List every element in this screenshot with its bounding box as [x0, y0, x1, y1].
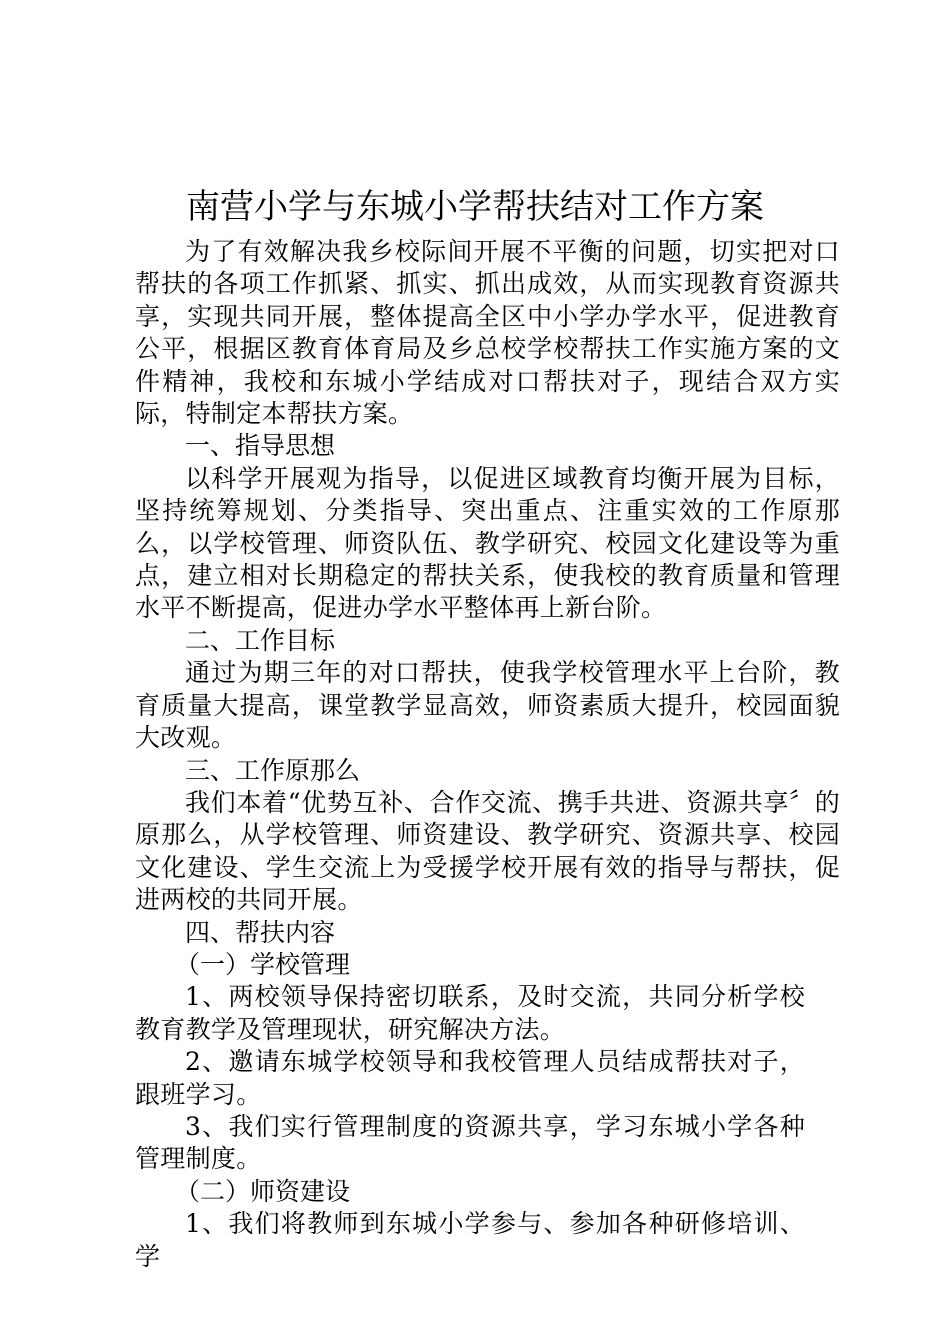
document-title: 南营小学与东城小学帮扶结对工作方案 [186, 187, 764, 227]
section-heading-work-principles: 三、工作原那么 [185, 755, 361, 785]
list-item: 1、我们将教师到东城小学参与、参加各种研修培训、学 [135, 1209, 805, 1271]
section-heading-assistance-content: 四、帮扶内容 [185, 917, 336, 947]
list-item: 3、我们实行管理制度的资源共享，学习东城小学各种管理制度。 [135, 1111, 805, 1174]
list-item: 2、邀请东城学校领导和我校管理人员结成帮扶对子，跟班学习。 [135, 1047, 805, 1109]
intro-paragraph: 为了有效解决我乡校际间开展不平衡的问题，切实把对口帮扶的各项工作抓紧、抓实、抓出成效，从而实现教育资源共享，实现共同开展，整体提高全区中小学办学水平，促进教育公平，根据区教育体育局及乡总校学校帮扶工作实施方案的文件精神，我校和东城小学结成对口帮扶对子，现结合双方实际，特制定本帮扶方案。 [135, 237, 840, 429]
section-heading-guiding-ideology: 一、指导思想 [185, 431, 336, 461]
subsection-heading-school-management: （一）学校管理 [175, 949, 351, 979]
section-heading-work-goals: 二、工作目标 [185, 625, 336, 655]
section-paragraph-work-principles: 我们本着“优势互补、合作交流、携手共进、资源共享〞的原那么，从学校管理、师资建设、教学研究、资源共享、校园文化建设、学生交流上为受援学校开展有效的指导与帮扶，促进两校的共同开展。 [135, 787, 840, 915]
list-item: 1、两校领导保持密切联系，及时交流，共同分析学校教育教学及管理现状，研究解决方法。 [135, 982, 805, 1044]
section-paragraph-guiding-ideology: 以科学开展观为指导，以促进区域教育均衡开展为目标，坚持统筹规划、分类指导、突出重点、注重实效的工作原那么，以学校管理、师资队伍、教学研究、校园文化建设等为重点，建立相对长期稳定的帮扶关系，使我校的教育质量和管理水平不断提高，促进办学水平整体再上新台阶。 [135, 463, 840, 623]
subsection-heading-teacher-development: （二）师资建设 [175, 1176, 351, 1206]
document-body [135, 236, 840, 1273]
section-paragraph-work-goals: 通过为期三年的对口帮扶，使我学校管理水平上台阶，教育质量大提高，课堂教学显高效，师资素质大提升，校园面貌大改观。 [135, 658, 840, 753]
